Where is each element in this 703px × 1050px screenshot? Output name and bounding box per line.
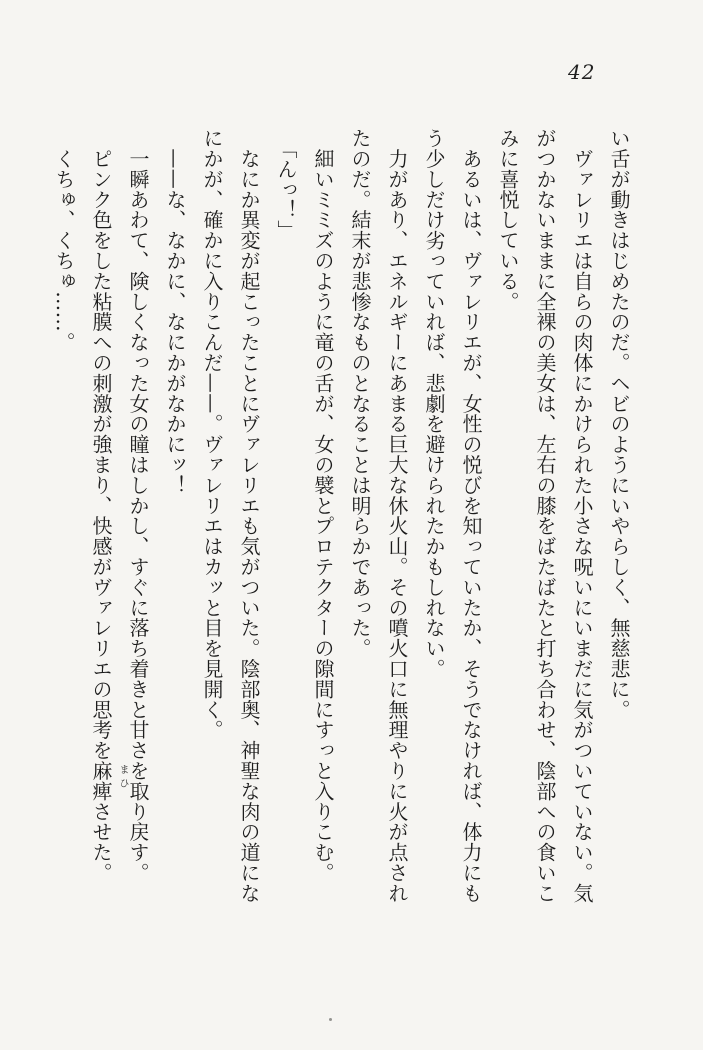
text-line: 「んっ！」 [274, 128, 298, 241]
text-line: 一瞬あわて、険しくなった女の瞳はしかし、すぐに落ち着きと甘さを取り戻す。 [126, 128, 150, 883]
page-number: 42 [568, 60, 596, 84]
text-line: たのだ。結末が悲惨なものとなることは明らかであった。 [348, 128, 372, 659]
text-line: ピンク色をした粘膜への刺激が強まり、快感がヴァレリエの思考を麻痺させた。 [89, 128, 113, 883]
text-line: がつかないままに全裸の美女は、左右の膝をばたばたと打ち合わせ、陰部への食いこ [533, 128, 557, 904]
text-line: ヴァレリエは自らの肉体にかけられた小さな呪いにいまだに気がついていない。気 [570, 128, 594, 904]
text-body [45, 128, 637, 928]
text-line: う少しだけ劣っていれば、悲劇を避けられたかもしれない。 [422, 128, 446, 679]
text-line: 細いミミズのように竜の舌が、女の襞とプロテクターの隙間にすっと入りこむ。 [311, 128, 335, 883]
text-line: 力があり、エネルギーにあまる巨大な休火山。その噴火口に無理やりに火が点され [385, 128, 409, 904]
text-line: なにか異変が起こったことにヴァレリエも気がついた。陰部奥、神聖な肉の道にな [237, 128, 261, 904]
scan-speck [329, 1018, 332, 1021]
text-line: い舌が動きはじめたのだ。ヘビのようにいやらしく、無慈悲に。 [607, 128, 631, 720]
text-line: みに喜悦している。 [496, 128, 520, 312]
text-line: あるいは、ヴァレリエが、女性の悦びを知っていたか、そうでなければ、体力にも [459, 128, 483, 904]
text-line: にかが、確かに入りこんだ——。ヴァレリエはカッと目を見開く。 [200, 128, 224, 740]
text-line: くちゅ、くちゅ……。 [52, 128, 76, 353]
furigana-ruby: まひ [117, 764, 128, 792]
text-line: ——な、なかに、なにかがなかにッ！ [163, 128, 187, 496]
